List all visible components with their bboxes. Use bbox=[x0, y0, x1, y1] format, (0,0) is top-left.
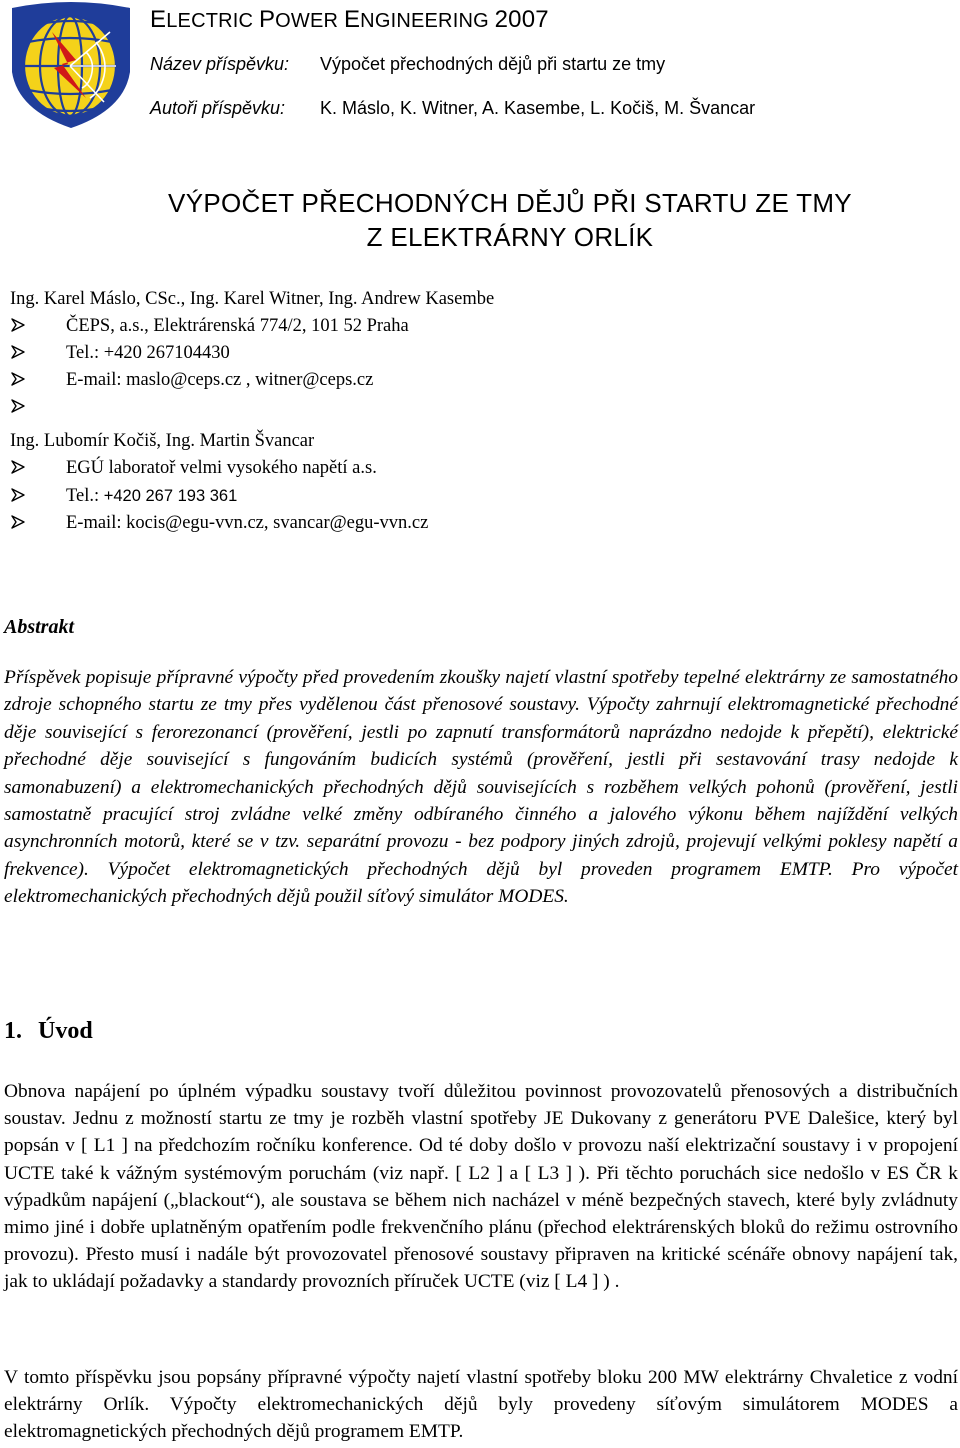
arrow-bullet-icon bbox=[10, 455, 66, 481]
arrow-bullet-icon bbox=[10, 340, 66, 366]
abstract-text: Příspěvek popisuje přípravné výpočty před provedením zkoušky najetí vlastní spotřeby tepelné elektrárny ze samostatného zdroje schopného startu ze tmy přes vydělenou část přenosové soustavy. Výpočty zahrnují elektromagnetické přechodné děje související s ferorezonancí (prověření, jestli po zapnutí transformátorů naprázdno nedojde k přepětí), elektrické přechodné děje související s fungováním budicích systémů (prověření, jestli při sestavování trasy nedojde k samonabuzení) a elektromechanických přechodných dějů souvisejících s rozběhem velkých pohonů (prověření, jestli samostatně pracující stroj zvládne velké změny odbíraného činného a jalového výkonu během najíždění velkých asynchronních motorů, které se v tzv. separátní provozu - bez podpory jiných zdrojů, projevují velkými poklesy napětí a frekvence). Výpočet elektromagnetických přechodných dějů byl proveden programem EMTP. Pro výpočet elektromechanických přechodných dějů použil síťový simulátor MODES. bbox=[4, 667, 958, 908]
main-title-line-1: VÝPOČET PŘECHODNÝCH DĚJŮ PŘI STARTU ZE TMY bbox=[168, 188, 852, 218]
paper-authors-label: Autoři příspěvku: bbox=[150, 98, 286, 118]
abstract-heading: Abstrakt bbox=[4, 616, 75, 638]
paper-authors-value: K. Máslo, K. Witner, A. Kasembe, L. Kočiš, M. Švancar bbox=[320, 98, 756, 118]
arrow-bullet-icon bbox=[10, 510, 66, 536]
section-1-heading: 1. Úvod bbox=[4, 1018, 93, 1044]
section-1-paragraph-1: Obnova napájení po úplném výpadku soustavy tvoří důležitou povinnost provozovatelů přenosových a distribučních soustav. Jednu z možností startu ze tmy je rozběh vlastní spotřeby JE Dukovany z generátoru PVE Dalešice, který byl popsán v [ L1 ] na předchozím ročníku konference. Od té doby došlo v provozu naší elektrizační soustavy i v propojení UCTE také k vážným systémovým poruchám (viz např. [ L2 ] a [ L3 ] ). Při těchto poruchách sice nedošlo v ES ČR k výpadkům napájení („blackout“), ale soustava se během nich nacházel v méně bezpečných stavech, které byly zvládnuty mimo jiné i dobře uplatněným opatřením podle frekvenčního plánu (přechod elektrárenských bloků do režimu ostrovního provozu). Přesto musí i nadále být provozovatel přenosové soustavy připraven na kritické scénáře obnovy napájení tak, jak to ukládají požadavky a standardy provozních příruček UCTE (viz [ L4 ] ) . bbox=[4, 1081, 958, 1293]
author-group-2-email: E-mail: kocis@egu-vvn.cz, svancar@egu-vvn.cz bbox=[10, 510, 428, 536]
paper-title-label: Název příspěvku: bbox=[150, 54, 290, 74]
author-group-1-affiliation: ČEPS, a.s., Elektrárenská 774/2, 101 52 Praha bbox=[10, 313, 409, 339]
paper-title-row bbox=[150, 54, 665, 75]
arrow-bullet-icon bbox=[10, 367, 66, 393]
arrow-bullet-icon bbox=[10, 394, 66, 420]
paper-header bbox=[0, 0, 960, 130]
arrow-bullet-icon bbox=[10, 483, 66, 509]
arrow-bullet-icon bbox=[10, 313, 66, 339]
author-group-2-names: Ing. Lubomír Kočiš, Ing. Martin Švancar bbox=[10, 431, 315, 451]
author-group-1-names: Ing. Karel Máslo, CSc., Ing. Karel Witner, Ing. Andrew Kasembe bbox=[10, 289, 495, 309]
conference-shield-logo-icon bbox=[6, 2, 136, 130]
author-group-1-email: E-mail: maslo@ceps.cz , witner@ceps.cz bbox=[10, 367, 373, 393]
author-group-2-phone: Tel.: +420 267 193 361 bbox=[10, 483, 237, 509]
author-group-1-phone: Tel.: +420 267104430 bbox=[10, 340, 230, 366]
conference-name: ELECTRIC POWER ENGINEERING 2007 bbox=[150, 6, 549, 33]
paper-title-value: Výpočet přechodných dějů při startu ze tmy bbox=[320, 54, 666, 74]
section-1-paragraph-2: V tomto příspěvku jsou popsány přípravné výpočty najetí vlastní spotřeby bloku 200 MW elektrárny Chvaletice z vodní elektrárny Orlík. Výpočty elektromechanických dějů byly provedeny síťovým simulátorem MODES a elektromagnetických přechodných dějů programem EMTP. bbox=[4, 1367, 958, 1443]
author-group-2-affiliation: EGÚ laboratoř velmi vysokého napětí a.s. bbox=[10, 455, 377, 481]
paper-authors-row bbox=[150, 98, 755, 119]
main-title-line-2: Z ELEKTRÁRNY ORLÍK bbox=[366, 222, 654, 252]
author-group-1-empty-item bbox=[10, 394, 66, 420]
